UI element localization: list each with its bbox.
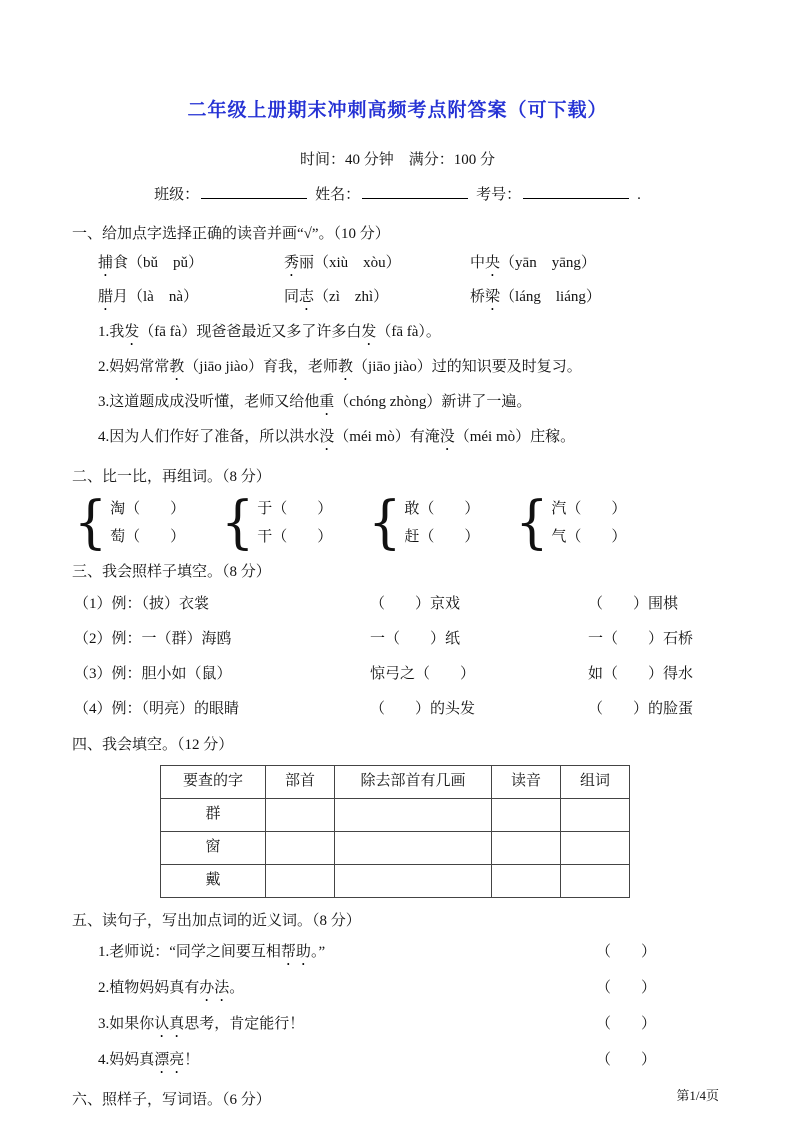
text-segment: 1.我 <box>98 324 125 341</box>
sentence-text <box>98 1049 199 1077</box>
table-header-row <box>161 765 630 798</box>
dotted-char: 央 <box>485 255 501 272</box>
synonym-item <box>72 1049 656 1077</box>
text-segment: 。” <box>310 944 326 961</box>
text-segment: 4.因为人们作好了准备，所以洪水 <box>98 429 320 446</box>
text-segment: 同 <box>284 289 300 306</box>
blank-cell: （ ）围棋 <box>588 595 679 612</box>
lookup-char: 窗 <box>161 831 266 864</box>
section1-heading: 一、给加点字选择正确的读音并画“√”。（10 分） <box>72 225 390 242</box>
empty-cell <box>492 831 561 864</box>
section6-heading: 六、照样子，写词语。（6 分） <box>72 1092 271 1109</box>
pair-word-bottom: 赶（ ） <box>404 528 480 545</box>
blank-cell: 一（ ）石桥 <box>588 630 694 647</box>
exam-meta-line: 时间：40 分钟 满分：100 分 <box>299 152 495 169</box>
empty-cell <box>561 831 630 864</box>
table-row <box>161 798 630 831</box>
blank-cell: （ ）的脸蛋 <box>588 701 694 718</box>
page-title: 二年级上册期末冲刺高频考点附答案（可下载） <box>187 100 608 121</box>
section4-heading: 四、我会填空。（12 分） <box>72 736 234 753</box>
word-item <box>98 252 284 280</box>
dotted-word: 认真 <box>154 1016 185 1033</box>
pair-word-bottom: 干（ ） <box>257 528 333 545</box>
pinyin-words-row2 <box>72 286 723 314</box>
empty-cell <box>266 831 335 864</box>
text-segment: （yān yāng） <box>500 255 596 272</box>
dotted-char: 捕 <box>98 255 114 272</box>
text-segment: 丽（xiù xòu） <box>299 255 401 272</box>
dotted-char: 没 <box>439 429 455 446</box>
empty-cell <box>266 798 335 831</box>
col-header: 组词 <box>561 765 630 798</box>
text-segment: 2.妈妈常常 <box>98 359 170 376</box>
text-segment: （jiāo jiào）过的知识要及时复习。 <box>353 359 582 376</box>
example-cell: （1）例：（披）衣裳 <box>74 595 210 612</box>
text-segment: 1.老师说：“同学之间要互相 <box>98 944 281 961</box>
text-segment: （chóng zhòng）新讲了一遍。 <box>334 394 532 411</box>
blank-cell: 如（ ）得水 <box>588 666 694 683</box>
synonym-item <box>72 1013 656 1041</box>
empty-cell <box>492 798 561 831</box>
examno-label: 考号： <box>476 186 522 203</box>
pair-word-bottom: 萄（ ） <box>110 528 186 545</box>
col-header: 读音 <box>492 765 561 798</box>
page-number: 第1/4页 <box>676 1087 719 1103</box>
word-item <box>284 286 470 314</box>
brace-icon: { <box>221 490 255 557</box>
dotted-char: 教 <box>338 359 354 376</box>
answer-blank: （ ） <box>595 1052 656 1069</box>
brace-icon: { <box>368 490 402 557</box>
text-segment: （fā fà）。 <box>376 324 441 341</box>
brace-icon: { <box>74 490 108 557</box>
empty-cell <box>335 831 492 864</box>
text-segment: 桥 <box>470 289 486 306</box>
pair-word-top: 敢（ ） <box>404 500 480 517</box>
pair-word-bottom: 气（ ） <box>551 528 627 545</box>
col-header: 要查的字 <box>161 765 266 798</box>
col-header: 除去部首有几画 <box>335 765 492 798</box>
empty-cell <box>561 864 630 897</box>
text-segment: 3.这道题成成没听懂，老师又给他 <box>98 394 320 411</box>
text-segment: 思考，肯定能行！ <box>184 1016 305 1033</box>
sentence-text <box>98 1013 304 1041</box>
text-segment: 中 <box>470 255 486 272</box>
text-segment: （fā fà）现爸爸最近又多了许多白 <box>139 324 362 341</box>
pair-word-top: 汽（ ） <box>551 500 627 517</box>
dotted-char: 重 <box>319 394 335 411</box>
brace-icon: { <box>515 490 549 557</box>
pair-word-top: 于（ ） <box>257 500 333 517</box>
example-cell: （4）例：（明亮）的眼睛 <box>74 701 240 718</box>
section5-heading: 五、读句子，写出加点词的近义词。（8 分） <box>72 912 361 929</box>
text-segment: 4.妈妈真 <box>98 1052 155 1069</box>
blank-cell: 惊弓之（ ） <box>370 666 476 683</box>
compare-pair <box>74 490 186 557</box>
blank-cell: （ ）的头发 <box>370 701 476 718</box>
dotted-char: 发 <box>124 324 140 341</box>
compare-pairs-row <box>72 490 723 557</box>
table-row <box>161 864 630 897</box>
sentence-1 <box>72 321 723 349</box>
text-segment: ！ <box>184 1052 200 1069</box>
synonym-item <box>72 941 656 969</box>
examno-blank <box>523 183 629 199</box>
blank-cell: （ ）京戏 <box>370 595 461 612</box>
text-segment: （láng liáng） <box>500 289 601 306</box>
section3-heading: 三、我会照样子填空。（8 分） <box>72 564 271 581</box>
dotted-word: 漂亮 <box>154 1052 185 1069</box>
fill-blank-grid <box>72 593 723 722</box>
sentence-text <box>98 941 325 969</box>
table-row <box>161 831 630 864</box>
compare-pair <box>368 490 480 557</box>
compare-pair <box>221 490 333 557</box>
empty-cell <box>492 864 561 897</box>
sentence-text <box>98 977 244 1005</box>
compare-pair <box>515 490 627 557</box>
col-header: 部首 <box>266 765 335 798</box>
fields-tail: . <box>637 186 641 203</box>
lookup-char: 戴 <box>161 864 266 897</box>
dotted-char: 志 <box>299 289 315 306</box>
text-segment: 食（bǔ pǔ） <box>113 255 204 272</box>
dotted-word: 帮助 <box>280 944 311 961</box>
text-segment: （jiāo jiào）育我，老师 <box>184 359 339 376</box>
word-item <box>470 252 656 280</box>
dotted-char: 发 <box>361 324 377 341</box>
pinyin-words-row1 <box>72 252 723 280</box>
dotted-word: 办法 <box>199 980 230 997</box>
class-label: 班级： <box>154 186 200 203</box>
dotted-char: 腊 <box>98 289 114 306</box>
class-blank <box>201 183 307 199</box>
dotted-char: 梁 <box>485 289 501 306</box>
pair-word-top: 淘（ ） <box>110 500 186 517</box>
dotted-char: 教 <box>169 359 185 376</box>
blank-cell: 一（ ）纸 <box>370 630 461 647</box>
dictionary-lookup-table <box>160 765 630 898</box>
name-label: 姓名： <box>315 186 361 203</box>
lookup-char: 群 <box>161 798 266 831</box>
answer-blank: （ ） <box>595 980 656 997</box>
sentence-2 <box>72 356 723 384</box>
dotted-char: 秀 <box>284 255 300 272</box>
answer-blank: （ ） <box>595 944 656 961</box>
answer-blank: （ ） <box>595 1016 656 1033</box>
example-cell: （2）例：一（群）海鸥 <box>74 630 232 647</box>
sentence-3 <box>72 391 723 419</box>
name-blank <box>362 183 468 199</box>
student-info-line <box>72 183 723 207</box>
text-segment: 月（là nà） <box>113 289 198 306</box>
word-item <box>98 286 284 314</box>
example-cell: （3）例：胆小如（鼠） <box>74 666 232 683</box>
text-segment: （méi mò）庄稼。 <box>454 429 576 446</box>
text-segment: 。 <box>229 980 245 997</box>
text-segment: （méi mò）有淹 <box>334 429 440 446</box>
dotted-char: 没 <box>319 429 335 446</box>
synonym-item <box>72 977 656 1005</box>
text-segment: （zì zhì） <box>314 289 389 306</box>
word-item <box>284 252 470 280</box>
sentence-4 <box>72 426 723 454</box>
word-item <box>470 286 656 314</box>
empty-cell <box>335 864 492 897</box>
empty-cell <box>266 864 335 897</box>
empty-cell <box>335 798 492 831</box>
text-segment: 3.如果你 <box>98 1016 155 1033</box>
empty-cell <box>561 798 630 831</box>
text-segment: 2.植物妈妈真有 <box>98 980 200 997</box>
section2-heading: 二、比一比，再组词。（8 分） <box>72 469 271 486</box>
